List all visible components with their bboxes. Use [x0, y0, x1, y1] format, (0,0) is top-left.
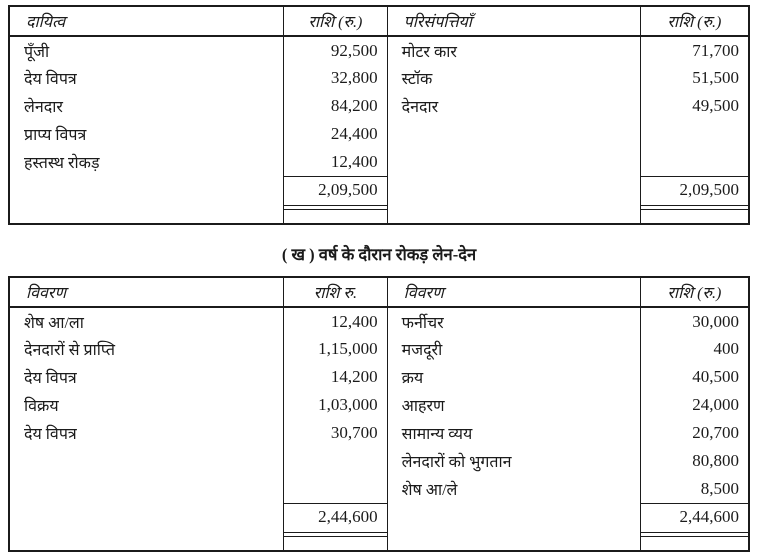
empty-cell: [9, 503, 284, 531]
row-amount: 1,03,000: [284, 391, 388, 419]
row-amount: 400: [713, 339, 739, 358]
table-row: [9, 92, 749, 120]
empty-cell: [9, 204, 284, 213]
empty-cell: [387, 120, 640, 148]
empty-cell: [387, 503, 640, 531]
empty-cell: [9, 531, 284, 540]
row-label: देय विपत्र: [9, 64, 284, 92]
table-row: [9, 363, 749, 391]
cash-transactions-table: [8, 276, 750, 552]
total-amount: 2,44,600: [284, 503, 388, 531]
double-rule: [641, 205, 748, 210]
row-label: पूँजी: [9, 36, 284, 64]
amount-header-left: राशि (रु.): [284, 6, 388, 36]
empty-cell: [387, 531, 640, 540]
row-amount: 24,000: [692, 395, 739, 414]
assets-header: परिसंपत्तियाँ: [387, 6, 640, 36]
row-amount: 40,500: [692, 367, 739, 386]
empty-cell: [387, 213, 640, 224]
row-amount: 71,700: [692, 40, 739, 60]
row-amount: 8,500: [700, 478, 739, 498]
row-amount: 12,400: [284, 307, 388, 335]
row-amount: 14,200: [284, 363, 388, 391]
spacer-row: [9, 540, 749, 551]
balance-header-row: [9, 6, 749, 36]
total-amount: 2,09,500: [640, 176, 749, 204]
rule-cell: [284, 531, 388, 540]
row-label: देय विपत्र: [9, 419, 284, 447]
double-rule-row: [9, 531, 749, 540]
amount-header-right: राशि (रु.): [640, 277, 749, 307]
empty-cell: [640, 120, 749, 148]
table-row: [9, 307, 749, 335]
row-amount: 24,400: [284, 120, 388, 148]
row-amount: 1,15,000: [284, 335, 388, 363]
row-label: विक्रय: [9, 391, 284, 419]
empty-cell: [9, 213, 284, 224]
empty-cell: [9, 540, 284, 551]
empty-cell: [640, 213, 749, 224]
row-label: मोटर कार: [387, 36, 640, 64]
table-row: [9, 391, 749, 419]
row-label: मजदूरी: [387, 335, 640, 363]
rule-cell: [284, 204, 388, 213]
double-rule: [284, 532, 387, 537]
particulars-header-right: विवरण: [387, 277, 640, 307]
rule-cell: [640, 531, 749, 540]
total-amount: 2,44,600: [640, 503, 749, 531]
row-amount: 20,700: [692, 423, 739, 442]
balance-sheet-table: [8, 5, 750, 225]
empty-cell: [387, 204, 640, 213]
particulars-header-left: विवरण: [9, 277, 284, 307]
row-label: लेनदार: [9, 92, 284, 120]
row-amount: 30,700: [284, 419, 388, 447]
row-amount: 80,800: [692, 451, 739, 470]
table-row: [9, 148, 749, 176]
row-amount: 84,200: [284, 92, 388, 120]
row-label: आहरण: [387, 391, 640, 419]
amount-header-left: राशि रु.: [284, 277, 388, 307]
empty-cell: [9, 176, 284, 204]
table-row: [9, 64, 749, 92]
row-label: सामान्य व्यय: [387, 419, 640, 447]
empty-cell: [284, 447, 388, 475]
row-label: क्रय: [387, 363, 640, 391]
row-label: स्टॉक: [387, 64, 640, 92]
row-label: प्राप्य विपत्र: [9, 120, 284, 148]
empty-cell: [640, 540, 749, 551]
row-label: शेष आ/ले: [387, 475, 640, 503]
table-row: [9, 36, 749, 64]
row-amount: 32,800: [284, 64, 388, 92]
empty-cell: [387, 176, 640, 204]
double-rule: [284, 205, 387, 210]
row-amount: 12,400: [284, 148, 388, 176]
row-label: लेनदारों को भुगतान: [387, 447, 640, 475]
amount-header-right: राशि (रु.): [640, 6, 749, 36]
spacer-row: [9, 213, 749, 224]
cash-header-row: [9, 277, 749, 307]
row-label: देय विपत्र: [9, 363, 284, 391]
empty-cell: [387, 148, 640, 176]
empty-cell: [640, 148, 749, 176]
row-amount: 30,000: [692, 311, 739, 331]
liabilities-header: दायित्व: [9, 6, 284, 36]
row-label: देनदारों से प्राप्ति: [9, 335, 284, 363]
section-heading: ( ख ) वर्ष के दौरान रोकड़ लेन-देन: [281, 245, 477, 264]
rule-cell: [640, 204, 749, 213]
empty-cell: [9, 447, 284, 475]
double-rule-row: [9, 204, 749, 213]
table-row: [9, 120, 749, 148]
row-label: फर्नीचर: [387, 307, 640, 335]
total-amount: 2,09,500: [284, 176, 388, 204]
row-amount: 51,500: [692, 68, 739, 87]
empty-cell: [284, 213, 388, 224]
empty-cell: [387, 540, 640, 551]
double-rule: [641, 532, 748, 537]
empty-cell: [9, 475, 284, 503]
table-row: [9, 475, 749, 503]
table-row: [9, 335, 749, 363]
row-amount: 92,500: [284, 36, 388, 64]
empty-cell: [284, 540, 388, 551]
row-label: देनदार: [387, 92, 640, 120]
total-row: [9, 176, 749, 204]
total-row: [9, 503, 749, 531]
table-row: [9, 447, 749, 475]
row-amount: 49,500: [692, 96, 739, 115]
row-label: शेष आ/ला: [9, 307, 284, 335]
table-row: [9, 419, 749, 447]
row-label: हस्तस्थ रोकड़: [9, 148, 284, 176]
empty-cell: [284, 475, 388, 503]
